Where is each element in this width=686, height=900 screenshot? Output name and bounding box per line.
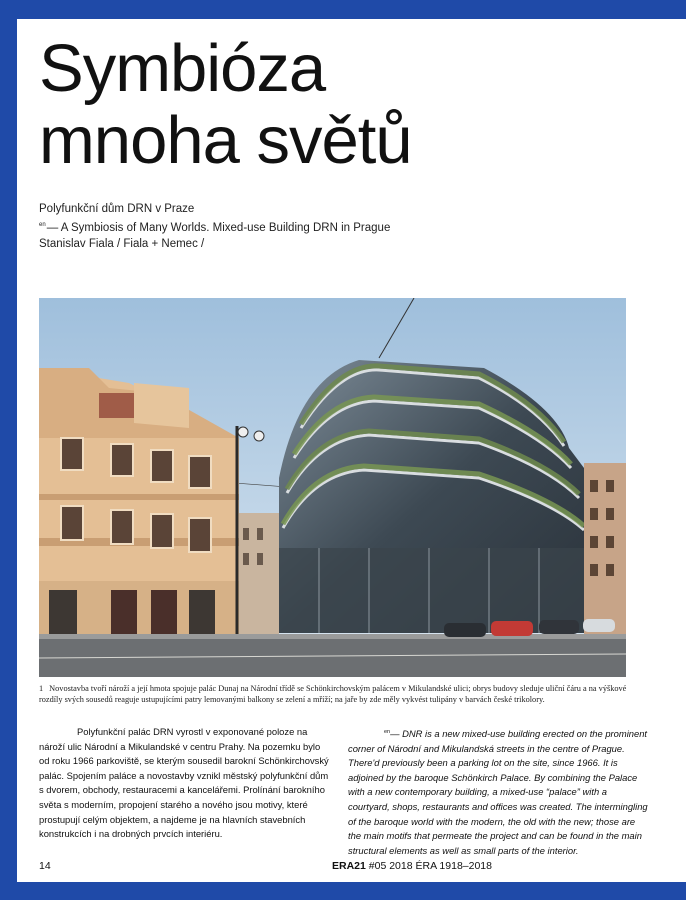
building-photo-illustration [39, 298, 626, 677]
neighbour-building-right [584, 463, 626, 638]
article-title [39, 33, 412, 177]
body-paragraph-english [348, 725, 648, 858]
language-marker-en: en [384, 729, 391, 735]
magazine-name: ERA21 [332, 860, 366, 872]
caption-number: 1 [39, 684, 44, 693]
car [539, 620, 579, 634]
body-text-english [348, 725, 648, 858]
building-photo [39, 298, 626, 677]
car [583, 619, 615, 632]
body-paragraph-czech: Polyfunkční palác DRN vyrostl v exponované poloze na nároží ulic Národní a Mikulandské v centru Prahy. Na pozemku bylo od roku 1966 parkoviště, se kterým sousedil barokní Schönkirchovský palác. Spojením paláce a novostavby vznikl městský polyfunkční dům s dvorem, obchody, restauracemi a kancelářemi. Prolínání barokního světa s moderním, propojení starého a nového jsou motivy, které prostupují celým objektem, a najdeme je na hlavních stavebních konstrukcích i na drobných prvcích interiéru. [39, 726, 329, 840]
subtitle-english-text: — A Symbiosis of Many Worlds. Mixed-use Building DRN in Prague [46, 222, 391, 234]
language-marker-en: en [39, 222, 46, 228]
caption-text: Novostavba tvoří nároží a její hmota spojuje palác Dunaj na Národní třídě se Schönkirchovským palácem v Mikulandské ulici; obrys budovy sleduje uliční čáru a na výškové rozdíly svých sousedů reaguje ustupujícími patry lemovanými balkony se zelení a mříží; na jaře by zde měly vykvést tulipány v barvách české trikolory. [39, 684, 627, 704]
title-line-2: mnoha světů [39, 103, 412, 178]
page-number: 14 [39, 860, 51, 872]
subtitle-czech: Polyfunkční dům DRN v Praze [39, 203, 195, 215]
magazine-footer [332, 860, 492, 872]
car [491, 621, 533, 636]
issue-info: #05 2018 ÉRA 1918–2018 [368, 860, 492, 872]
article-authors: Stanislav Fiala / Fiala + Nemec / [39, 238, 205, 250]
car [444, 623, 486, 637]
title-line-1: Symbióza [39, 31, 326, 106]
body-text-czech [39, 725, 329, 842]
photo-caption [39, 683, 629, 705]
article-subtitle [39, 201, 390, 252]
subtitle-english [39, 217, 390, 236]
body-english-text: — DNR is a new mixed-use building erected on the prominent corner of Národní and Mikulandská streets in the centre of Prague. There'd previously been a parking lot on the site, since 1966. It is adjoined by the baroque Schönkirch Palace. By combining the Palace with a new contemporary building, a mixed-use “palace” with a courtyard, shops, restaurants and offices was created. The intermingling of the baroque world with the modern, the old with the new; those are the main motifs that permeate the project and can be found in the main structural elements as well as small parts of the interior. [348, 728, 648, 856]
magazine-page [17, 19, 686, 882]
